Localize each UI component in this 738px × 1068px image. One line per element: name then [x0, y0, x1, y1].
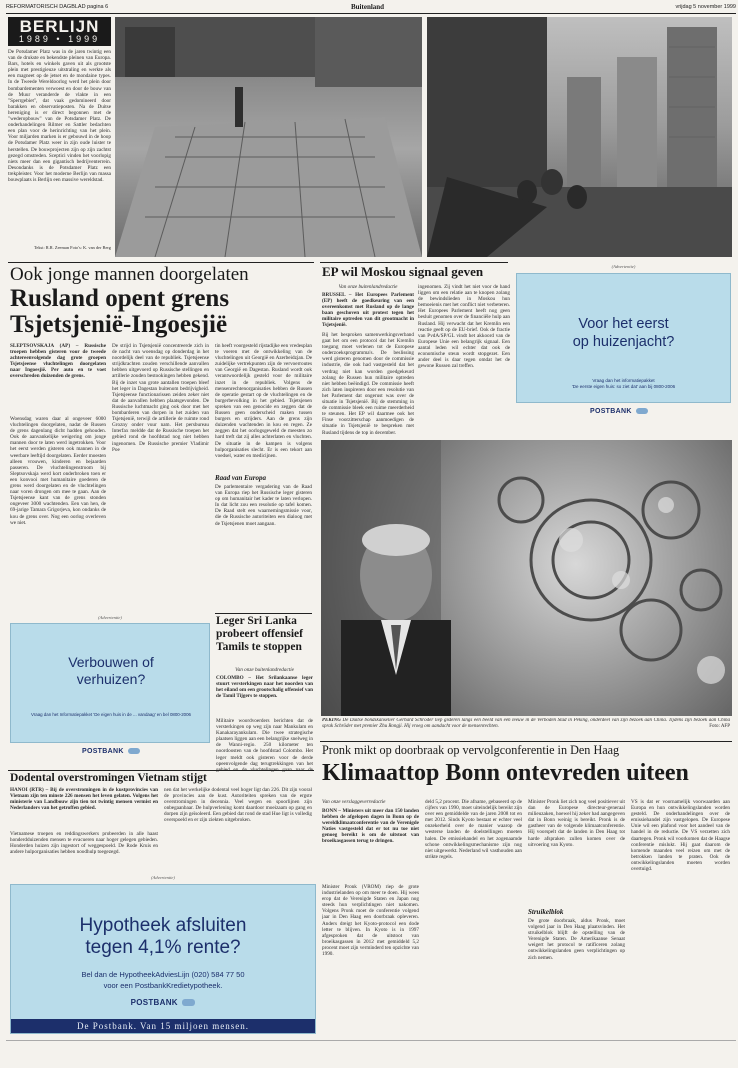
rusland-subhead: Raad van Europa — [215, 474, 266, 482]
berlin-logo-word: BERLIJN — [19, 17, 100, 36]
skyline-photo-art — [427, 17, 732, 257]
bonn-col2: deld 5,2 procent. Die afname, gebaseerd op de cijfers van 1990, moet uiteindelijk bereikt zijn over een gemiddelde van de jaren 2008 tot en met 2012. Sinds Kyoto bestaat er echter veel onzekerheid over de manier waarop de westerse landen de doelstellingen moeten halen. De emissiehandel en het zogenaamde schone ontwikkelingsmechanisme zijn nog niet uitgewerkt. Nederland wil vasthouden aan strikte regels. — [425, 799, 522, 860]
vietnam-body: Vietnamese troepen en reddingswerkers probeerden in alle haast honderdduizenden mensen te evacueren naar hoger gelegen gebieden. Honderden huizen zijn ingestort of weggespoeld. De Rode Kruis en andere hulporganisaties hebben noodhulp toegezegd. — [10, 831, 158, 856]
ad-verbouwen-brand-text: POSTBANK — [82, 748, 124, 755]
ad-hypotheek-line4: voor een PostbankKredietypotheek. — [103, 981, 223, 990]
header-section: Buitenland — [351, 3, 385, 11]
lion-logo-icon — [128, 748, 140, 754]
vietnam-col2: nen dat het werkelijke dodental veel hoger ligt dan 226. Dit zijn vooral de provincies aan de kust. Autoriteiten spreken van de ergste overstromingen in decennia. Veel wegen en spoorlijnen zijn onbegaanbaar. De hulpverlening komt daardoor moeizaam op gang en dorpen zijn geïsoleerd. Een gebied dat rond de stad Hue ligt is volledig overspoeld en er zijn ziekten uitgebroken. — [164, 787, 312, 824]
ad-label-huizenjacht: (Advertentie) — [611, 264, 636, 269]
photo-caption-tag: PEKING — [322, 718, 341, 723]
construction-photo-art — [115, 17, 422, 257]
srilanka-top-rule — [215, 613, 312, 614]
vietnam-top-rule — [8, 770, 314, 771]
ad-hypotheek-brand-text: POSTBANK — [130, 998, 178, 1007]
photo-caption-credit: Foto: AFP — [709, 724, 730, 730]
vietnam-lead: HANOI (RTR) – Bij de overstromingen in de kustprovincies van Vietnam zijn ten minste 226 mensen het leven gelaten. Volgens het ministerie van Landbouw zijn tien tot twintig mensen vermist en Nederlanders van het getroffen gebied. — [10, 787, 158, 812]
photo-caption — [322, 718, 730, 738]
srilanka-byline: Van onze buitenlandredactie — [235, 667, 294, 673]
bonn-top-rule — [320, 741, 732, 742]
berlin-logo — [8, 17, 111, 46]
srilanka-lead: COLOMBO – Het Srilankaanse leger stuurt versterkingen naar het noorden van het eiland om een grootschalig offensief van de Tamil Tijgers te stoppen. — [216, 675, 313, 700]
rusland-col3: tin heeft voorgesteld rijstadijke een vredesplan te voeren met de ontwikkeling van de vluchtelingen uit Georgië en Azerbeidzjan. De zuidelijke vertrekpunten zijn de vervoerroutes van Georgië en Dagestan. Rusland wordt ook verantwoordelijk gesteld voor de militaire inzet in de republiek. Volgens de mensenrechtenorganisaties hebben de Russen de operatie gestart op de vluchtelingen en de burgerbevolking in het gebied. Tsjetsjenen spreken van een genocide en zeggen dat de Russen geen onderscheid maken tussen burgers en strijders. Aan de grens zijn duizenden wachtenden in kou en regen. Ze zeggen dat het oorlogsgeweld de meesten zo hard treft dat zij alles achterlaten en vluchten. De situatie in de kampen is volgens hulporganisaties slecht. Er is een tekort aan voedsel, water en medicijnen. — [215, 343, 312, 459]
schroder-photo-art — [321, 440, 732, 716]
page-bottom-rule — [6, 1040, 736, 1041]
ad-hypotheek[interactable] — [10, 884, 316, 1034]
rusland-col2: De strijd in Tsjetsjenië concentreerde zich in de nacht van woensdag op donderdag in het noordelijk deel van de republiek. Tsjetsjeense strijdkrachten zouden verschillende aanvallen hebben uitgevoerd op Russische stellingen en artillerie zouden bestookingen hebben gekend. Bij de inzet van grote aantallen troepen bleef het leger in Dagestan buitenom bedrijvigheid. Tsjetsjeense functionarissen zeiden zeker niet dat de aanvallen hebben plaatsgevonden. De Russische luchtmacht ging ook door met het bombarderen van dorpen in het zuiden van Tsjetsjenië, terwijl de artillerie de ruimte rond Grozny onder vuur nam. Het persbureau Interfax meldde dat de Russische troepen het gebied rond de hoofdstad nog niet hebben ingenomen. De Russische premier Vladimir Poe — [112, 343, 209, 453]
ad-label-verbouwen: (Advertentie) — [98, 615, 122, 620]
bonn-col4: VS is dat er voornamelijk voorwaarden aan Europa en hun ontwikkelingslanden worden gesteld. De onderhandelingen over de emissiehandel zijn vastgelopen. De Europese Unie wil een plafond voor het aandeel van de handel in de reductie. De VS verzetten zich daartegen. Pronk wil voorkomen dat de Haagse conferentie mislukt. Hij gaat daarom de komende maanden veel reizen om met de betrokken landen te praten. Ook de ontwikkelingslanden moeten worden overtuigd. — [631, 799, 730, 873]
bonn-col3: Minister Pronk liet zich nog veel positiever uit dan de Europese directeur-generaal milieuzaken, hoewel hij zeker had aangegeven dat in Bonn weinig is bereikt. Pronk is de gastheer van de volgende klimaatconferentie. Hij voorspelt dat de landen in Den Haag tot harde afspraken zullen komen over de uitvoering van Kyoto. — [528, 799, 625, 848]
lion-logo-icon — [182, 999, 195, 1006]
ep-headline: EP wil Moskou signaal geven — [322, 264, 484, 279]
rusland-headline: Rusland opent grens Tsjetsjenië-Ingoesjië — [10, 285, 230, 338]
berlin-body: De Potsdamer Platz was in de jaren twintig een van de drukste en bekendste pleinen van Europa. Bars, hotels en winkels gaven uit als grootste plein met prestigieuze uitstraling en werkte als een magneet op de jetset en de mondaine types. In de Tweede Wereldoorlog werd het plein door bombardementen verwoest en door de bouw van de Muur veranderde de vlakte in een "Sperrgebiet", dat vaak gedomineerd door barakken en observatieposten. Na de Duitse hereniging is er direct begonnen met de "wederopbouw" van de Potsdamer Platz. De onderhandelingen Rilmer en Sattler bedachten een plan voor de herinrichting van het plein. Voor miljarden marken is er gebouwd in de hoop de Potsdamer Platz weer in zijn oude luister te herstellen. De bouwprojecten zijn op zijn zachtst gezegd omstreden. Sceptici vinden het voorlopig niets meer dan een gigantisch bedrijventerrein. Desondanks is de Potsdamer Platz een trekpleister. Voor het moderne Berlijn van massa bouwplaats is Berlijn een massive wereldstad. — [8, 49, 111, 183]
bonn-headline: Klimaattop Bonn ontevreden uiteen — [322, 760, 689, 786]
vietnam-headline: Dodental overstromingen Vietnam stijgt — [10, 772, 207, 784]
ep-lead: BRUSSEL – Het Europees Parlement (EP) heeft de goedkeuring van een overeenkomst met Rusland op de lange baan geschoven uit protest tegen het militaire optreden van dit grootmacht in Tsjetsjenië. — [322, 292, 414, 329]
srilanka-headline: Leger Sri Lanka probeert offensief Tamils te stoppen — [216, 615, 303, 653]
bonn-kicker: Pronk mikt op doorbraak op vervolgconferentie in Den Haag — [322, 743, 620, 757]
ad-verbouwen-small: Vraag dan het Informatiepakket 'De eigen huis in de ... vandaag' en bel 0800-2006 — [31, 712, 191, 717]
ad-hypotheek-line2: tegen 4,1% rente? — [85, 937, 241, 958]
bonn-lead: BONN – Ministers uit meer dan 150 landen hebben de afgelopen dagen in Bonn op de wereldklimaatconferentie van de Verenigde Naties vastgesteld dat er tot nu toe niet genoeg bereikt is om de uitstoot van broeikasgassen terug te dringen. — [322, 808, 419, 845]
ep-top-rule — [320, 262, 508, 263]
berlin-credit: Tekst: R.R. Zeeman Foto's: K. van der Berg — [34, 245, 111, 250]
page-header — [6, 3, 736, 12]
ad-verbouwen-brand — [82, 748, 140, 755]
bonn-byline: Van onze verslaggeverredactie — [322, 799, 386, 805]
ad-huizenjacht-brand-text: POSTBANK — [590, 408, 632, 415]
ad-hypotheek-banner: De Postbank. Van 15 miljoen mensen. — [11, 1019, 315, 1033]
ep-byline: Van onze buitenlandredactie — [338, 284, 398, 290]
header-rule — [6, 13, 736, 14]
rusland-col1: Woensdag waren daar al ongeveer 6000 vluchtelingen doorgelaten, nadat de Russen de grens dagenlang dicht hadden gehouden. Ook de aanvankelijke weigering om jonge mannen door te laten werd ingetrokken. Voor het eerst werden gisteren ook mannen in de weerbare leeftijd doorgelaten. Eerder moesten alleen vrouwen, kinderen en bejaarden passeren. De vluchtelingenstroom bij Sleptsovskaja werd kort onderbroken toen er een konvooi met humanitaire goederen de grens werd doorgelaten en de vluchtelingen naar voren drongen om mee te gaan. Aan de Tsjetsjeense kant van de grens stonden ongeveer 3000 wachtenden. Een van hen, de 69-jarige Tamara Grigorjeva, kon ondanks de kou de grens over. Nog een oorlog overleven we niet. — [10, 416, 106, 526]
ad-verbouwen-line2: verhuizen? — [76, 671, 146, 687]
bonn-col3b: De grote doorbraak, aldus Pronk, moet volgend jaar in Den Haag plaatsvinden. Het struikelblok blijft de opstelling van de Verenigde Staten. De Amerikaanse Senaat weigert het protocol te ratificeren zolang ontwikkelingslanden geen verplichtingen op zich nemen. — [528, 918, 625, 961]
ad-huizenjacht[interactable] — [516, 273, 731, 403]
bonn-col1: Minister Pronk (VROM) riep de grote industrielanden op om meer te doen. Hij wees erop dat de Verenigde Staten en Japan nog steeds hun verplichtingen niet nakomen. Volgens Pronk moet de conferentie volgend jaar in Den Haag een doorbraak opleveren. Anders dreigt het Kyoto-protocol een dode letter te blijven. In Kyoto is in 1997 afgesproken dat de uitstoot van broeikasgassen in 2012 met gemiddeld 5,2 procent moet zijn verminderd ten opzichte van 1990. — [322, 884, 419, 958]
potsdamer-construction-photo — [115, 17, 422, 257]
rusland-top-rule — [8, 262, 314, 263]
photo-caption-text: De Duitse bondskanselier Gerhard Schröder liep gisteren langs een beeld van een leeuw in de Verboden Stad in Peking, onderdeel van zijn bezoek aan China. Tijdens zijn bezoek aan China sprak Schröder met premier Zhu Rongji. Hij vroeg om aandacht voor de mensenrechten. — [322, 718, 730, 730]
bonn-subhead: Struikelblok — [528, 908, 564, 916]
ad-verbouwen-line1: Verbouwen of — [68, 654, 154, 670]
ad-huizenjacht-small1: Vraag dan het informatiepakket — [592, 378, 655, 383]
potsdamer-skyline-photo — [427, 17, 732, 257]
ad-huizenjacht-line2: op huizenjacht? — [572, 334, 675, 350]
header-date: vrijdag 5 november 1999 — [675, 4, 736, 10]
ad-hypotheek-line3: Bel dan de HypotheekAdviesLijn (020) 584 77 50 — [81, 970, 245, 979]
rusland-kicker: Ook jonge mannen doorgelaten — [10, 264, 249, 285]
berlin-logo-years: 1989 • 1999 — [18, 34, 101, 44]
rusland-col3b: De parlementaire vergadering van de Raad van Europa riep het Russische leger gisteren op om humanitair het kader te laten verlopen. In dat licht zou een resolutie op tafel komen. De Raad stelt een waarnemingsmissie voor, die de Russische autoriteiten een dialoog met de Tsjetsjenen moet aangaan. — [215, 484, 312, 527]
ad-huizenjacht-line1: Voor het eerst — [578, 316, 669, 332]
srilanka-body: Militaire woordvoerders berichten dat de versterkingen op weg zijn naar Mankulam en Kanakarayankulam. Die twee strategische plaatsen liggen aan een belangrijke snelweg in de Wanni-regio. 250 kilometer ten noordoosten van de hoofdstad Colombo. Het leger meldt ook gisteren voor de derde opeenvolgende dag terugtrekkingen van het — [216, 718, 313, 767]
schroder-photo — [321, 440, 732, 716]
lion-logo-icon — [636, 408, 648, 414]
berlin-box — [8, 17, 111, 257]
ep-body: Bij het besproken samenwerkingsverband gaat het om een protocol dat het Kremlin toegang moet verlenen tot de Europese onderzoeksprogramma's. De beslissing werd gisteren genomen door de commissie industrie, die ook had vastgesteld dat het verdrag niet kan worden goedgekeurd zolang de Russen hun militaire optreden niet hebben beëindigd. De commissie heeft zich laten inspireren door een resolutie van het Parlement dat ongerust was over de situatie in Tsjetsjenië. Bij de stemming in de commissie bleek een ruime meerderheid te steunen. Het EP wil daarmee ook het Finse voorzitterschap aanmoedigen de situatie in Tsjetsjenië te bespreken met Rusland tijdens de top in december. — [322, 332, 414, 436]
ad-huizenjacht-small2: 'De eerste eigen huis: so ziet dat' aan bij 0800-2006 — [571, 384, 676, 389]
rusland-lead: SLEPTSOVSKAJA (AP) – Russische troepen hebben gisteren voor de tweede achtereenvolgende dag grote groepen Tsjetsjeense vluchtelingen doorgelaten naar Ingoesjië. Per auto en te voet overschreden duizenden de grens. — [10, 343, 106, 380]
ad-label-hypotheek: (Advertentie) — [151, 875, 175, 880]
ad-hypotheek-line1: Hypotheek afsluiten — [79, 915, 247, 936]
ad-hypotheek-brand — [11, 998, 315, 1007]
ad-huizenjacht-brand — [590, 408, 648, 415]
ep-col2: ingenomen. Zij vindt het niet voor de hand liggen om een relatie aan te knopen zolang de bewindslieden in Moskou hun bemoeienis met het conflict niet verbeteren. Het Europees Parlement heeft nog geen besluit genomen over de financiële hulp aan Rusland. Hij verwacht dat het Kremlin een reactie geeft op de EU-brief. Ook de fractie van PvdA/SP/GL vindt het akkoord van de Europese Unie een belangrijk signaal. Een aantal leden wil echter dat ook de economische steun wordt stopgezet. Een ander deel is daar tegen omdat het de gewone Russen zal treffen. — [418, 284, 510, 370]
ad-verbouwen[interactable] — [10, 623, 210, 743]
header-left: REFORMATORISCH DAGBLAD pagina 6 — [6, 4, 109, 10]
